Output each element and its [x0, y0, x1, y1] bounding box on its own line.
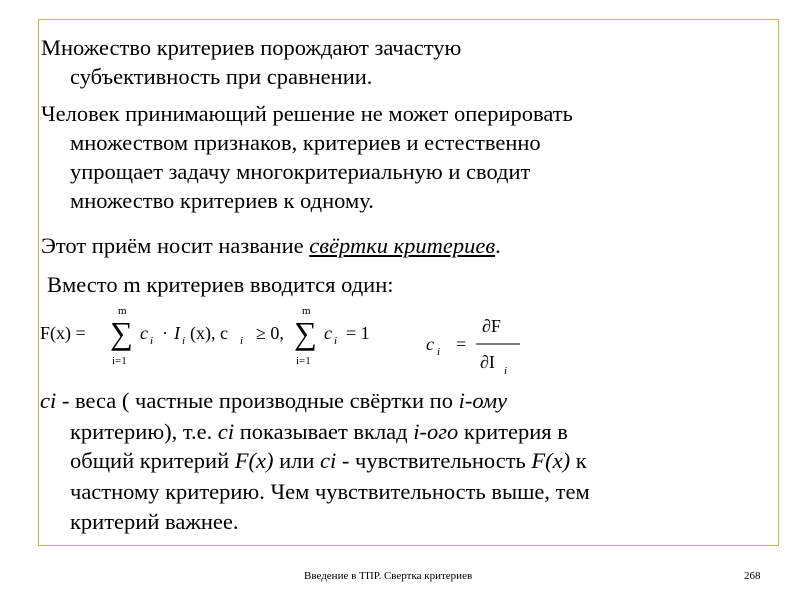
paragraph-5-line-1 [40, 386, 507, 415]
paragraph-5-text-8: к [570, 448, 587, 473]
sub-i-2: i [182, 335, 186, 347]
formula-rhs: = 1 [346, 323, 370, 343]
weight-numerator: ∂F [482, 316, 501, 336]
weight-lhs: c [426, 334, 434, 354]
weight-denominator: ∂I [480, 352, 495, 372]
sum-sign-1: ∑ [110, 315, 133, 351]
footer-title: Введение в ТПР. Свертка критериев [304, 570, 473, 582]
paragraph-3-text: Этот приём носит название [41, 233, 310, 258]
sum-sign-2: ∑ [294, 315, 317, 351]
paragraph-1-line-1: Множество критериев порождают зачастую [41, 35, 462, 60]
paragraph-5-line-5: критерий важнее. [70, 509, 239, 534]
sum-top-2: m [302, 305, 311, 317]
paragraph-3-end: . [495, 233, 501, 258]
paragraph-5-text-6: или [273, 448, 321, 473]
i-omu: i-ому [458, 388, 508, 413]
dot: · [162, 323, 168, 343]
svertka-link[interactable]: свёртки критериев [309, 233, 496, 258]
page-number: 268 [744, 570, 761, 582]
paragraph-5-line-2 [70, 417, 568, 446]
ci-symbol-1: ci [40, 388, 57, 413]
frame-right-line [778, 19, 779, 546]
i-ogo: i-ого [413, 419, 459, 444]
paragraph-5-text-4: критерия в [458, 419, 568, 444]
term-I: I [174, 323, 180, 343]
fx-symbol-1: F(x) [234, 448, 274, 473]
frame-left-line [38, 19, 39, 546]
ci-symbol-3: ci [320, 448, 337, 473]
sub-i-1: i [150, 335, 154, 347]
sum-top-1: m [118, 305, 127, 317]
paragraph-5-text-1: - веса ( частные производные свёртки по [56, 388, 459, 413]
fx-symbol-2: F(x) [531, 448, 571, 473]
paragraph-5-text-2: критерию), т.е. [70, 419, 218, 444]
paragraph-2-line-2: множеством признаков, критериев и естественно [70, 130, 541, 155]
paragraph-5-text-5: общий критерий [70, 448, 235, 473]
frame-top-line [38, 19, 779, 20]
ci-symbol-2: ci [217, 419, 235, 444]
paragraph-4: Вместо m критериев вводится один: [47, 272, 394, 297]
term-c1: c [140, 323, 148, 343]
paragraph-2-line-1: Человек принимающий решение не может оперировать [41, 101, 573, 126]
paragraph-5-text-3: показывает вклад [234, 419, 414, 444]
paragraph-5-text-7: - чувствительность [336, 448, 532, 473]
formula-weight [420, 302, 530, 382]
paragraph-1-line-2: субъективность при сравнении. [70, 64, 373, 89]
weight-sub: i [437, 346, 441, 358]
denominator-sub: i [504, 365, 508, 377]
term-c2: c [324, 323, 332, 343]
paragraph-3 [41, 231, 501, 260]
paragraph-5-line-4: частному критерию. Чем чувствительность выше, тем [70, 479, 590, 504]
formula-aggregation [40, 302, 430, 372]
weight-eq: = [456, 334, 467, 354]
term-I-rest: (x), c [190, 323, 228, 343]
paragraph-5-line-3 [70, 446, 587, 475]
formula-lhs: F(x) = [40, 323, 86, 343]
sum-bottom-2: i=1 [296, 355, 311, 367]
sub-i-3: i [240, 335, 244, 347]
frame-bottom-line [38, 545, 779, 546]
sub-i-4: i [334, 335, 338, 347]
paragraph-2-line-3: упрощает задачу многокритериальную и сводит [70, 159, 531, 184]
paragraph-2-line-4: множество критериев к одному. [70, 188, 374, 213]
sum-bottom-1: i=1 [112, 355, 127, 367]
geq-zero: ≥ 0, [256, 323, 284, 343]
